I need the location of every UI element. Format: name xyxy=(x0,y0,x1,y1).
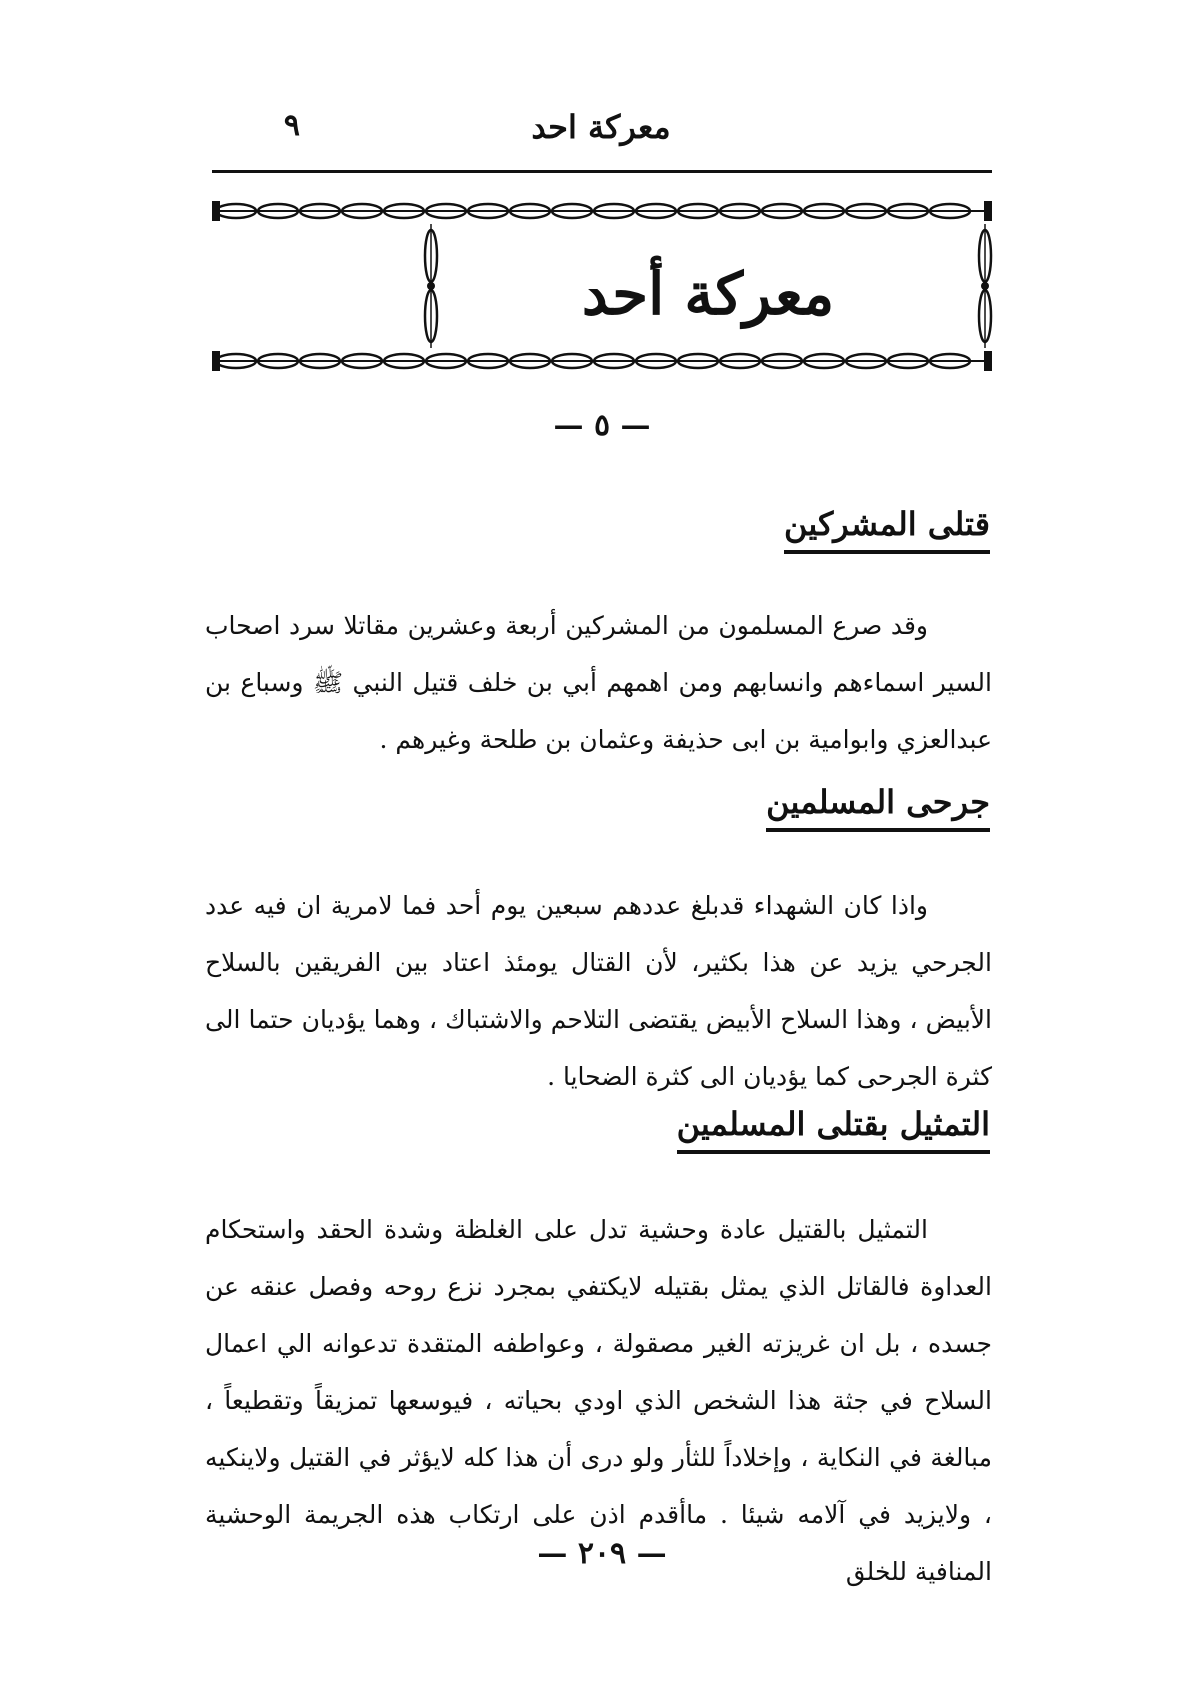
running-header xyxy=(212,108,990,160)
ornamental-title-frame xyxy=(212,198,992,374)
header-rule xyxy=(212,170,992,173)
ornament-chain-bottom xyxy=(212,348,992,374)
ornament-pillar-left xyxy=(418,224,444,348)
section-number: — ٥ — xyxy=(553,408,651,443)
running-header-title: معركة احد xyxy=(531,108,671,146)
section-heading: التمثيل بقتلى المسلمين xyxy=(677,1102,990,1154)
ornament-pillar-right xyxy=(972,224,998,348)
chapter-title: معركة أحد xyxy=(581,260,835,328)
ornament-chain-top xyxy=(212,198,992,224)
section-heading: جرحى المسلمين xyxy=(766,780,990,832)
section-heading: قتلى المشركين xyxy=(784,502,990,554)
section-paragraph: وقد صرع المسلمون من المشركين أربعة وعشرين مقاتلا سرد اصحاب السير اسماءهم وانسابهم ومن اهمهم أبي بن خلف قتيل النبي ﷺ وسباع بن عبدالعزي وابوامية بن ابى حذيفة وعثمان بن طلحة وغيرهم . xyxy=(205,611,992,754)
section-paragraph: واذا كان الشهداء قدبلغ عددهم سبعين يوم أحد فما لامرية ان فيه عدد الجرحي يزيد عن هذا بكثير، لأن القتال يومئذ اعتاد بين الفريقين بالسلاح الأبيض ، وهذا السلاح الأبيض يقتضى التلاحم والاشتباك ، وهما يؤديان حتما الى كثرة الجرحى كما يؤديان الى كثرة الضحايا . xyxy=(205,891,992,1091)
section-paragraph: التمثيل بالقتيل عادة وحشية تدل على الغلظة وشدة الحقد واستحكام العداوة فالقاتل الذي يمثل بقتيله لايكتفي بمجرد نزع روحه وفصل عنقه عن جسده ، بل ان غريزته الغير مصقولة ، وعواطفه المتقدة تدعوانه الي اعمال السلاح في جثة هذا الشخص الذي اودي بحياته ، فيوسعها تمزيقاً وتقطيعاً ، مبالغة في النكاية ، وإخلاداً للثأر ولو درى أن هذا كله لايؤثر في القتيل ولاينكيه ، ولايزيد في آلامه شيئا . ماأقدم اذن على ارتكاب هذه الجريمة الوحشية المنافية للخلق xyxy=(205,1215,992,1586)
footer-page-number: — ٢٠٩ — xyxy=(537,1536,667,1571)
running-header-page-number: ٩ xyxy=(283,108,300,143)
